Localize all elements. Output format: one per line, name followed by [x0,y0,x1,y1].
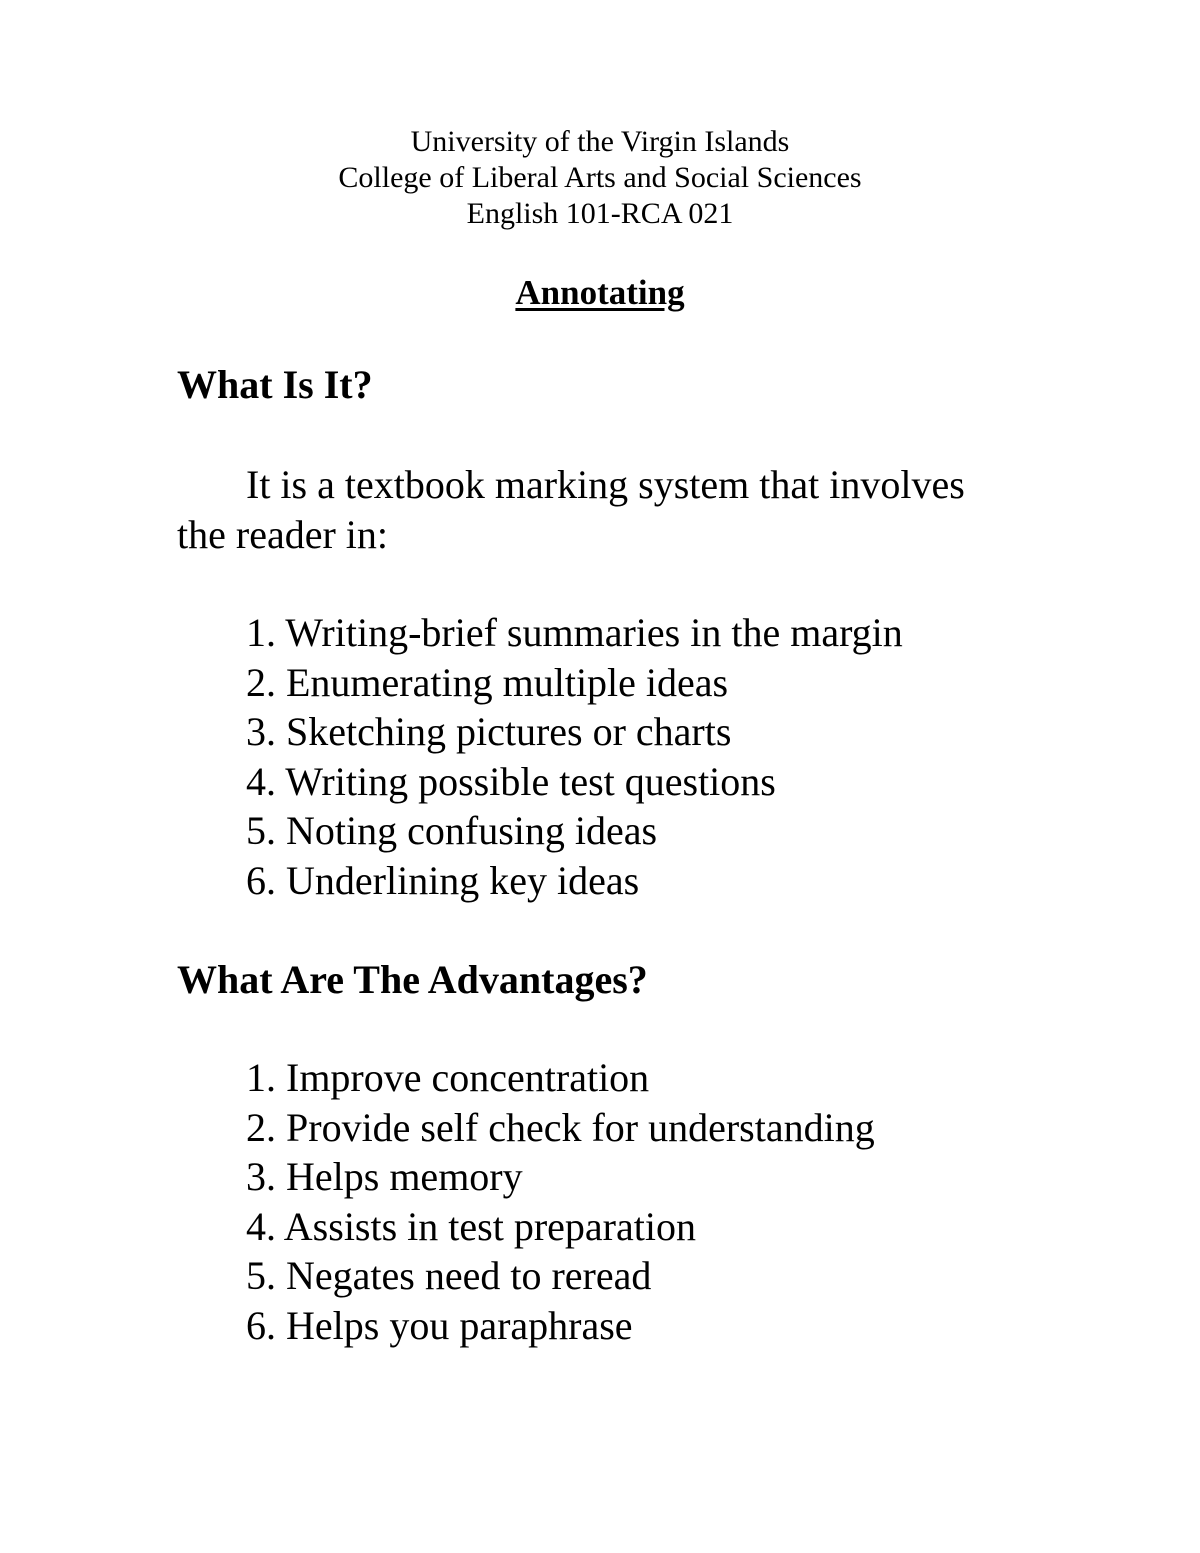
list-item: 2. Provide self check for understanding [246,1104,875,1150]
intro-line: the reader in: [177,512,388,557]
document-header [0,124,1200,232]
university-name: University of the Virgin Islands [410,125,790,158]
section-heading-advantages: What Are The Advantages? [177,957,648,1002]
list-item: 3. Sketching pictures or charts [246,709,732,755]
list-item: 4. Writing possible test questions [246,758,776,804]
course-name: English 101-RCA 021 [466,197,734,230]
document-title: Annotating [515,273,685,312]
list-item: 1. Writing-brief summaries in the margin [246,610,903,655]
list-item: 2. Enumerating multiple ideas [246,659,729,705]
list-item: 5. Negates need to reread [246,1253,652,1299]
intro-line: It is a textbook marking system that involves [246,462,965,507]
annotating-activities-list [246,608,903,906]
list-item: 6. Underlining key ideas [246,857,640,903]
college-name: College of Liberal Arts and Social Sciences [338,161,862,194]
section-heading-what-is-it: What Is It? [177,362,373,407]
list-item: 4. Assists in test preparation [246,1203,696,1249]
list-item: 1. Improve concentration [246,1055,650,1100]
advantages-list [246,1053,875,1351]
intro-paragraph [177,460,1077,560]
list-item: 3. Helps memory [246,1154,523,1200]
list-item: 6. Helps you paraphrase [246,1302,633,1348]
list-item: 5. Noting confusing ideas [246,808,658,854]
